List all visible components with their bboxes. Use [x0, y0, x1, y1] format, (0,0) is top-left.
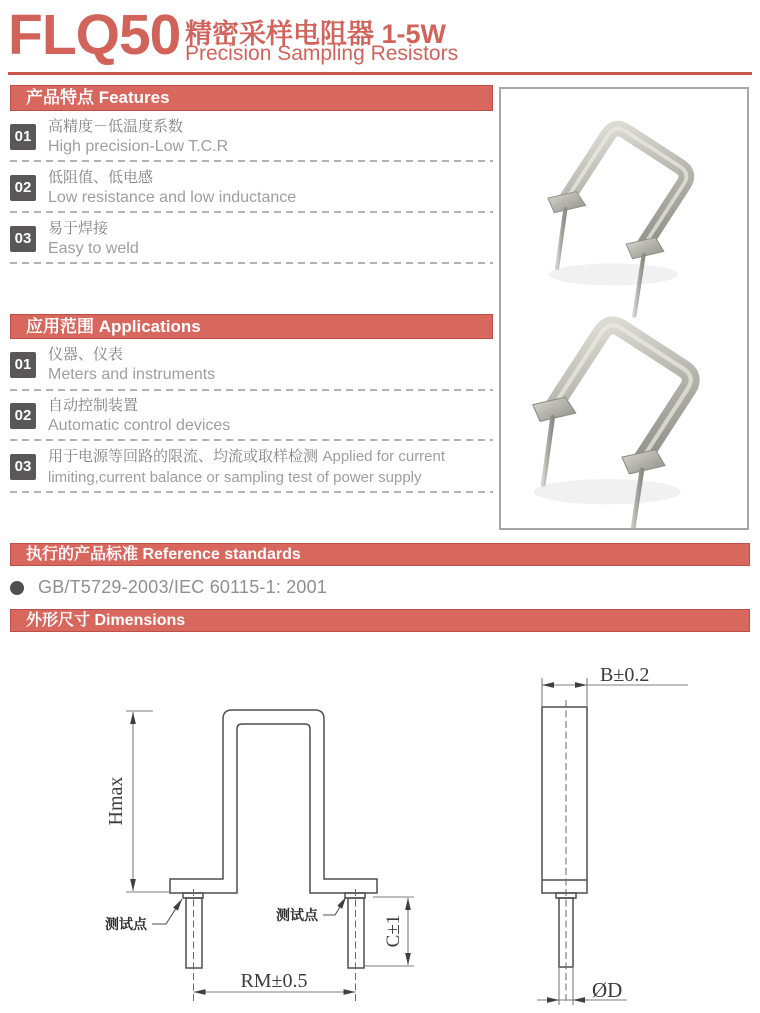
- list-item: [10, 111, 493, 162]
- dim-rm: [194, 970, 356, 992]
- standard-row: [10, 577, 327, 598]
- dim-d: [537, 968, 627, 1005]
- feature-text-zh: 低阻值、低电感: [48, 168, 154, 186]
- section-header-standards: 执行的产品标准 Reference standards: [10, 543, 750, 566]
- list-item: [10, 162, 493, 213]
- application-text-zh: 仪器、仪表: [48, 346, 124, 363]
- dimensions-drawing: [0, 640, 760, 1013]
- application-text-zh: 用于电源等回路的限流、均流或取样检测: [48, 448, 319, 465]
- features-list: [10, 111, 493, 264]
- feature-text-en: Low resistance and low inductance: [48, 188, 297, 206]
- list-item: [10, 391, 493, 441]
- list-item: [10, 339, 493, 391]
- dim-hmax: [105, 711, 170, 892]
- feature-text-zh: 易于焊接: [48, 219, 109, 237]
- section-header-applications: 应用范围 Applications: [10, 314, 493, 339]
- dim-label-b: B±0.2: [600, 664, 650, 686]
- side-view-outline: [542, 707, 587, 967]
- dim-label-rm: RM±0.5: [240, 970, 308, 992]
- application-text-en-inline: Applied for current: [322, 448, 446, 465]
- product-photo-resistors: [501, 89, 747, 528]
- item-number-badge: 03: [10, 454, 36, 480]
- dim-label-d: ØD: [592, 978, 623, 1002]
- application-text-en: limiting,current balance or sampling test of power supply: [48, 469, 422, 486]
- application-text-zh: 自动控制装置: [48, 397, 139, 414]
- item-number-badge: 01: [10, 352, 36, 378]
- feature-text-en: Easy to weld: [48, 239, 139, 257]
- item-number-badge: 02: [10, 175, 36, 201]
- dim-c: [365, 897, 414, 966]
- item-number-badge: 01: [10, 124, 36, 150]
- test-point-left: [105, 899, 182, 933]
- applications-list: [10, 339, 493, 493]
- standard-text: GB/T5729-2003/IEC 60115-1: 2001: [38, 577, 328, 597]
- dim-label-c: C±1: [383, 914, 404, 948]
- product-photo-1: [548, 124, 691, 315]
- dim-b: [542, 664, 688, 706]
- product-photo-2: [533, 321, 696, 528]
- section-header-dimensions: 外形尺寸 Dimensions: [10, 609, 750, 632]
- product-model: FLQ50: [8, 3, 181, 67]
- list-item: [10, 441, 493, 493]
- dim-label-hmax: Hmax: [105, 776, 127, 826]
- bullet-dot-icon: [10, 581, 24, 595]
- header-divider: [8, 72, 752, 75]
- list-item: [10, 213, 493, 264]
- front-view-outline: [170, 710, 377, 968]
- page-title-zh: 精密采样电阻器 1-5W: [185, 19, 447, 49]
- section-header-features: 产品特点 Features: [10, 85, 493, 111]
- test-point-label: 测试点: [276, 909, 318, 924]
- page-title-en: Precision Sampling Resistors: [185, 42, 459, 65]
- product-photo-panel: [499, 87, 749, 530]
- test-point-label: 测试点: [105, 918, 147, 933]
- test-point-right: [276, 897, 346, 924]
- application-text-en: Meters and instruments: [48, 366, 216, 383]
- item-number-badge: 03: [10, 226, 36, 252]
- application-text-en: Automatic control devices: [48, 417, 231, 434]
- feature-text-en: High precision-Low T.C.R: [48, 137, 229, 155]
- item-number-badge: 02: [10, 403, 36, 429]
- feature-text-zh: 高精度－低温度系数: [48, 117, 184, 135]
